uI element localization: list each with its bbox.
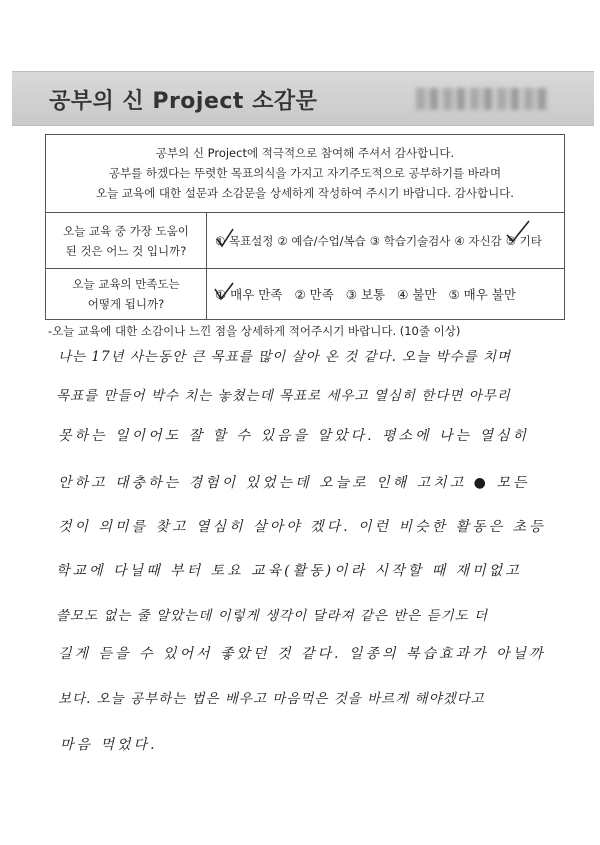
question-label-line: 된 것은 어느 것 입니까?	[65, 243, 187, 258]
option-dissatisfied[interactable]: ④ 불만	[397, 287, 437, 302]
survey-form	[45, 134, 565, 320]
question-row-satisfaction	[46, 269, 564, 319]
option-confidence[interactable]: ④ 자신감	[454, 233, 502, 248]
redacted-name	[416, 88, 550, 110]
handwritten-line: 나는 17년 사는동안 큰 목표를 많이 살아 온 것 같다. 오늘 박수를 치며	[58, 349, 512, 365]
handwritten-line: 쓸모도 없는 줄 알았는데 이렇게 생각이 달라져 같은 반은 듣기도 더	[56, 608, 489, 624]
comments-label: -오늘 교육에 대한 소감이나 느낀 점을 상세하게 적어주시기 바랍니다. (10줄 이상)	[48, 324, 461, 338]
handwritten-line: 마음 먹었다.	[60, 737, 158, 753]
options-helpful	[207, 213, 564, 268]
checkmark-icon	[213, 281, 235, 303]
page-header	[12, 71, 594, 126]
handwritten-line: 못하는 일이어도 잘 할 수 있음을 알았다. 평소에 나는 열심히	[58, 428, 530, 444]
option-study-skills-test[interactable]: ③ 학습기술검사	[369, 233, 451, 248]
intro-line-1: 공부의 신 Project에 적극적으로 참여해 주셔서 감사합니다.	[155, 146, 455, 160]
option-satisfied[interactable]: ② 만족	[294, 287, 334, 302]
question-label-line: 어떻게 됩니까?	[87, 297, 165, 311]
option-neutral[interactable]: ③ 보통	[345, 287, 386, 302]
checkmark-icon	[215, 227, 235, 249]
option-goal-setting[interactable]: ① 목표설정	[215, 233, 274, 248]
question-label-helpful	[46, 213, 207, 268]
option-very-satisfied[interactable]: ① 매우 만족	[215, 287, 283, 302]
intro-line-2: 공부를 하겠다는 뚜렷한 목표의식을 가지고 자기주도적으로 공부하기를 바라며	[108, 166, 502, 180]
handwritten-line: 안하고 대충하는 경험이 있었는데 오늘로 인해 고치고 ● 모든	[58, 475, 530, 491]
handwritten-line: 목표를 만들어 박수 치는 놓쳤는데 목표로 세우고 열심히 한다면 아무리	[56, 388, 511, 404]
handwritten-line: 것이 의미를 찾고 열심히 살아야 겠다. 이런 비슷한 활동은 초등	[58, 519, 546, 535]
handwritten-line: 길게 듣을 수 있어서 좋았던 것 같다. 일종의 복습효과가 아닐까	[58, 646, 546, 662]
intro-text	[46, 135, 564, 213]
intro-line-3: 오늘 교육에 대한 설문과 소감문을 상세하게 작성하여 주시기 바랍니다. 감사합니다.	[96, 186, 514, 200]
question-row-helpful	[46, 213, 564, 269]
option-other[interactable]: ⑤ 기타	[505, 233, 542, 248]
options-satisfaction	[207, 269, 564, 319]
question-label-line: 오늘 교육 중 가장 도움이	[63, 223, 189, 238]
handwritten-line: 학교에 다닐때 부터 토요 교육(활동)이라 시작할 때 재미없고	[56, 563, 522, 579]
option-study-cycle[interactable]: ② 예습/수업/복습	[277, 233, 366, 248]
option-very-dissatisfied[interactable]: ⑤ 매우 불만	[448, 287, 516, 302]
checkmark-icon	[505, 219, 531, 245]
question-label-line: 오늘 교육의 만족도는	[72, 277, 180, 291]
handwritten-line: 보다. 오늘 공부하는 법은 배우고 마음먹은 것을 바르게 해야겠다고	[58, 691, 485, 707]
question-label-satisfaction	[46, 269, 207, 319]
page-title: 공부의 신 Project 소감문	[49, 89, 318, 114]
